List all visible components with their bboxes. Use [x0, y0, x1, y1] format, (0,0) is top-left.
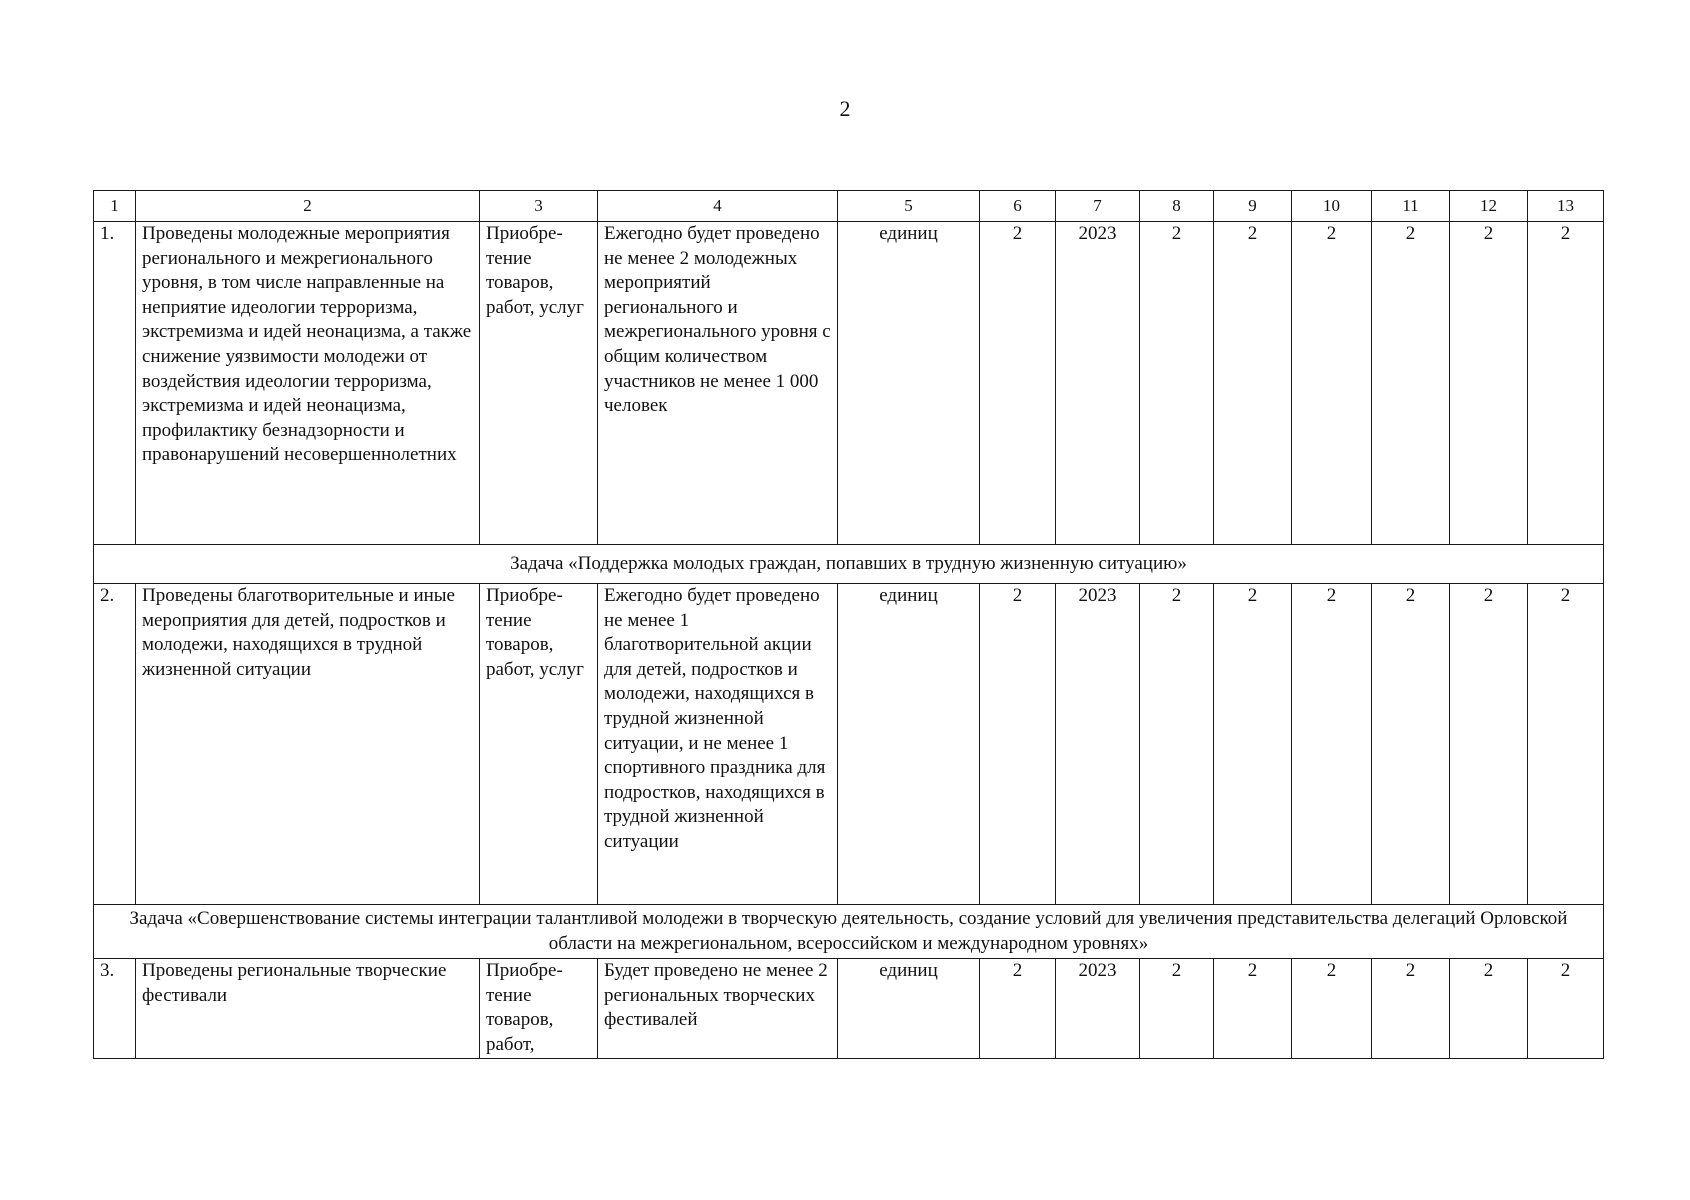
base-year: 2023 [1056, 584, 1140, 905]
column-number: 8 [1140, 191, 1214, 222]
base-year: 2023 [1056, 222, 1140, 545]
value-col-8: 2 [1140, 584, 1214, 905]
column-number: 13 [1528, 191, 1604, 222]
value-col-10: 2 [1292, 584, 1372, 905]
value-col-10: 2 [1292, 222, 1372, 545]
result-characteristic: Ежегодно будет проведено не менее 2 молодежных мероприятий регионального и межрегионального уровня с общим количеством участников не менее 1 000 человек [598, 222, 838, 545]
task-title: Задача «Поддержка молодых граждан, попавших в трудную жизненную ситуацию» [94, 545, 1604, 584]
value-col-9: 2 [1214, 222, 1292, 545]
base-year: 2023 [1056, 959, 1140, 1058]
value-col-13: 2 [1528, 584, 1604, 905]
row-number: 1. [94, 222, 136, 545]
result-characteristic: Будет проведено не менее 2 региональных творческих фестивалей [598, 959, 838, 1058]
column-number: 7 [1056, 191, 1140, 222]
row-number: 3. [94, 959, 136, 1058]
column-number: 11 [1372, 191, 1450, 222]
value-col-13: 2 [1528, 222, 1604, 545]
value-col-11: 2 [1372, 959, 1450, 1058]
value-col-12: 2 [1450, 222, 1528, 545]
unit: единиц [838, 584, 980, 905]
table-row [94, 959, 1604, 1058]
base-value: 2 [980, 222, 1056, 545]
column-number: 9 [1214, 191, 1292, 222]
column-number: 3 [480, 191, 598, 222]
value-col-9: 2 [1214, 959, 1292, 1058]
row-number: 2. [94, 584, 136, 905]
column-number: 12 [1450, 191, 1528, 222]
value-col-9: 2 [1214, 584, 1292, 905]
column-number: 4 [598, 191, 838, 222]
column-number: 5 [838, 191, 980, 222]
result-type: Приобре-тение товаров, работ, услуг [480, 584, 598, 905]
base-value: 2 [980, 959, 1056, 1058]
value-col-11: 2 [1372, 222, 1450, 545]
value-col-13: 2 [1528, 959, 1604, 1058]
column-number: 2 [136, 191, 480, 222]
task-title: Задача «Совершенствование системы интеграции талантливой молодежи в творческую деятельность, создание условий для увеличения представительства делегаций Орловской области на межрегиональном, всероссийском и международном уровнях» [94, 905, 1604, 959]
task-row [94, 545, 1604, 584]
results-table [93, 190, 1604, 1059]
table-row [94, 584, 1604, 905]
value-col-12: 2 [1450, 959, 1528, 1058]
base-value: 2 [980, 584, 1056, 905]
column-number: 10 [1292, 191, 1372, 222]
column-number: 6 [980, 191, 1056, 222]
result-type: Приобре-тение товаров, работ, услуг [480, 222, 598, 545]
unit: единиц [838, 959, 980, 1058]
column-number-row [94, 191, 1604, 222]
task-row [94, 905, 1604, 959]
page-number: 2 [839, 96, 851, 121]
table-row [94, 222, 1604, 545]
result-characteristic: Ежегодно будет проведено не менее 1 благотворительной акции для детей, подростков и молодежи, находящихся в трудной жизненной ситуации, и не менее 1 спортивного праздника для подростков, находящихся в трудной жизненной ситуации [598, 584, 838, 905]
value-col-10: 2 [1292, 959, 1372, 1058]
value-col-8: 2 [1140, 222, 1214, 545]
value-col-12: 2 [1450, 584, 1528, 905]
column-number: 1 [94, 191, 136, 222]
result-name: Проведены региональные творческие фестивали [136, 959, 480, 1058]
result-name: Проведены молодежные мероприятия регионального и межрегионального уровня, в том числе направленные на неприятие идеологии терроризма, экстремизма и идей неонацизма, а также снижение уязвимости молодежи от воздействия идеологии терроризма, экстремизма и идей неонацизма, профилактику безнадзорности и правонарушений несовершеннолетних [136, 222, 480, 545]
unit: единиц [838, 222, 980, 545]
result-name: Проведены благотворительные и иные мероприятия для детей, подростков и молодежи, находящихся в трудной жизненной ситуации [136, 584, 480, 905]
result-type: Приобре-тение товаров, работ, [480, 959, 598, 1058]
value-col-11: 2 [1372, 584, 1450, 905]
value-col-8: 2 [1140, 959, 1214, 1058]
